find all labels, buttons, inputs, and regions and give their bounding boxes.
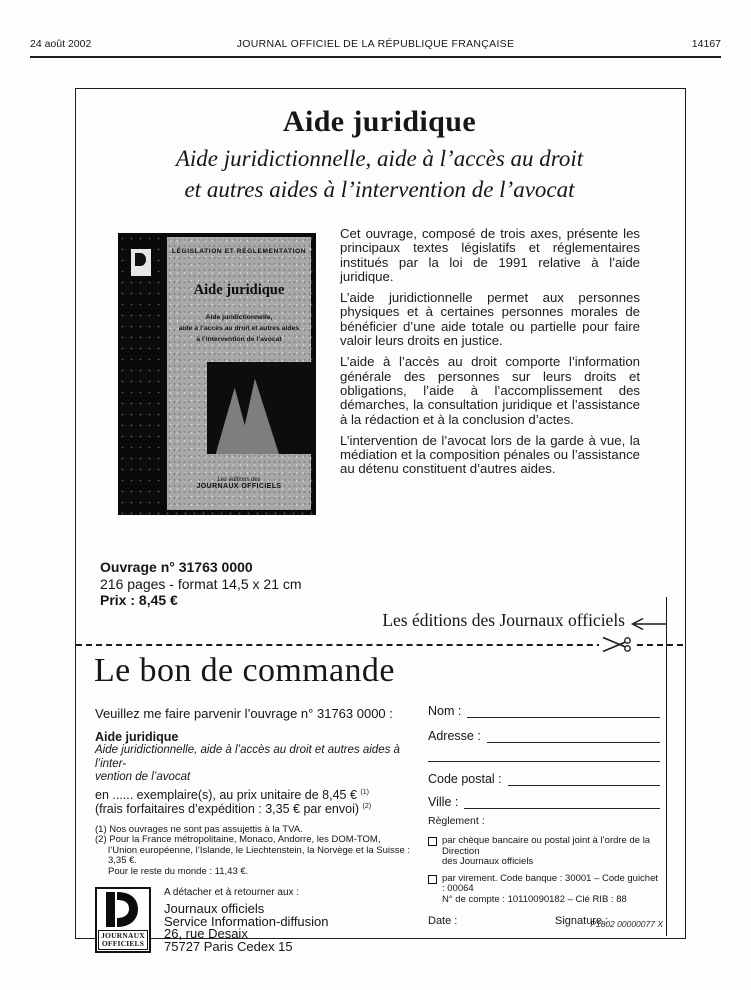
order-book-title: Aide juridique [95, 730, 179, 744]
order-book-subtitle [95, 744, 417, 785]
cover-subtitle-line3: à l’intervention de l’avocat [196, 336, 282, 344]
order-book-subtitle-line1: Aide juridictionnelle, aide à l’accès au droit et autres aides à l’inter- [95, 744, 400, 770]
order-intro: Veuillez me faire parvenir l’ouvrage n° 31763 0000 : [95, 706, 393, 721]
footnote-1: (1) Nos ouvrages ne sont pas assujettis à la TVA. [95, 823, 303, 835]
signature-label: Signature : [555, 915, 609, 927]
header-title: JOURNAL OFFICIEL DE LA RÉPUBLIQUE FRANÇAISE [236, 38, 515, 50]
ville-fill-line [464, 794, 660, 809]
jo-logo-caption-line2: OFFICIELS [101, 939, 145, 948]
nom-label: Nom : [428, 704, 462, 718]
adresse2-fill-line [428, 747, 660, 762]
journaux-officiels-logo [95, 887, 151, 953]
ad-description [340, 227, 640, 484]
payment-label: Règlement : [428, 815, 485, 827]
footnote-2-line3: Pour le reste du monde : 11,43 €. [108, 865, 249, 877]
payment-option-cheque [428, 836, 660, 868]
address-line: 75727 Paris Cedex 15 [164, 938, 293, 954]
ville-label: Ville : [428, 795, 459, 809]
field-row-adresse2 [428, 747, 660, 762]
header-date: 24 août 2002 [30, 38, 92, 50]
header-rule [30, 56, 721, 58]
page-header [30, 38, 721, 50]
field-row-nom [428, 703, 660, 718]
book-cover [118, 233, 316, 515]
cover-collection-label: LÉGISLATION ET RÉGLEMENTATION [171, 248, 307, 255]
address-line: 26, rue Desaix [164, 926, 248, 941]
field-row-adresse [428, 728, 660, 743]
adresse-label: Adresse : [428, 729, 481, 743]
payment-option-virement [428, 874, 660, 906]
ad-paragraph: L’aide juridictionnelle permet aux personnes physiques et à certaines personnes morales de bénéficier d’une aide totale ou partielle pour faire valoir leurs droits en justice. [340, 290, 640, 349]
order-quantity-line [95, 788, 417, 802]
editions-caption: Les éditions des Journaux officiels [382, 610, 625, 630]
left-arrow-icon [630, 617, 667, 631]
ouvrage-price: Prix : 8,45 € [100, 592, 178, 608]
footnote-2-line2: l’Union européenne, l’Islande, le Liechtenstein, la Norvège et la Suisse : 3,35 €. [108, 844, 411, 866]
virement-line2: N° de compte : 10110090182 – Clé RIB : 88 [442, 893, 627, 905]
order-shipping-text: (frais forfaitaires d’expédition : 3,35 € par envoi) [95, 801, 363, 816]
ad-title: Aide juridique [282, 105, 477, 138]
code-postal-fill-line [508, 771, 660, 786]
jo-logo-caption [98, 930, 148, 950]
address-line: Service Information-diffusion [164, 913, 329, 929]
order-shipping-line [95, 802, 417, 816]
jo-logo-glyph [97, 889, 143, 931]
order-form-title: Le bon de commande [94, 652, 395, 689]
cover-title: Aide juridique [193, 282, 285, 298]
cover-publisher-line1: Les éditions des [217, 477, 261, 483]
order-book-subtitle-line2: vention de l’avocat [95, 771, 191, 783]
cover-subtitle-line1: Aide juridictionnelle, [205, 314, 273, 321]
virement-line1: par virement. Code banque : 30001 – Code guichet : 00064 [442, 872, 659, 894]
ad-subtitle [75, 143, 684, 205]
ad-paragraph: L’aide à l’accès au droit comporte l’information générale des personnes sur leurs droits et obligations, l’aide à l’accomplissement des démarches, la consultation juridique et l’assistance à la rédaction et à la conclusion d’actes. [340, 354, 640, 427]
footnote-ref-2: (2) [362, 802, 372, 810]
cover-subtitle-line2: aide à l’accès au droit et autres aides [178, 325, 300, 333]
code-postal-label: Code postal : [428, 772, 502, 786]
cheque-option-text [442, 836, 660, 868]
adresse-fill-line [487, 728, 660, 743]
return-address-block [95, 887, 417, 953]
spine-jo-logo [131, 249, 151, 276]
virement-option-text [442, 874, 660, 906]
ad-paragraph: L’intervention de l’avocat lors de la garde à vue, la médiation et la composition pénales ou l’assistance au détenu constituent d’autres aides. [340, 432, 640, 477]
postal-address [164, 903, 329, 953]
order-quantity-text: en ...... exemplaire(s), au prix unitaire de 8,45 € [95, 787, 361, 802]
footnote-2-line1: (2) Pour la France métropolitaine, Monaco, Andorre, les DOM-TOM, [95, 834, 381, 845]
ouvrage-format: 216 pages - format 14,5 x 21 cm [100, 575, 302, 592]
virement-checkbox [428, 875, 437, 884]
cover-subtitle [167, 312, 311, 346]
detach-note: A détacher et à retourner aux : [164, 887, 300, 898]
order-form-left-column [95, 706, 417, 953]
footnotes [95, 825, 417, 878]
cover-publisher-line2: JOURNAUX OFFICIELS [196, 483, 282, 490]
order-form-right-column [428, 703, 660, 927]
address-line: Journaux officiels [164, 901, 265, 916]
print-reference-code: P1802 00000077 X [590, 919, 663, 929]
cut-dashed-line [76, 644, 683, 646]
cheque-line2: des Journaux officiels [442, 856, 534, 867]
ad-subtitle-line1: Aide juridictionnelle, aide à l’accès au droit [175, 146, 584, 171]
form-right-rule [666, 597, 667, 936]
scissors-icon [599, 636, 635, 653]
cover-photo-block [207, 362, 316, 454]
return-address-text [164, 887, 329, 953]
cheque-line1: par chèque bancaire ou postal joint à l’ordre de la Direction [442, 835, 651, 857]
footnote-ref-1: (1) [360, 788, 369, 796]
ouvrage-number: Ouvrage n° 31763 0000 [100, 559, 253, 575]
date-label: Date : [428, 915, 458, 927]
nom-fill-line [467, 703, 660, 718]
book-cover-face [167, 237, 311, 510]
ouvrage-info [100, 559, 302, 609]
cheque-checkbox [428, 837, 437, 846]
ad-subtitle-line2: et autres aides à l’intervention de l’avocat [184, 177, 575, 202]
field-row-code-postal [428, 771, 660, 786]
field-row-ville [428, 794, 660, 809]
jo-logo-caption-line1: JOURNAUX [101, 931, 145, 940]
ad-paragraph: Cet ouvrage, composé de trois axes, présente les principaux textes législatifs et réglementaires institués par la loi de 1991 relative à l’aide juridique. [340, 226, 640, 284]
header-page-number: 14167 [691, 38, 721, 50]
cover-publisher [167, 477, 311, 490]
